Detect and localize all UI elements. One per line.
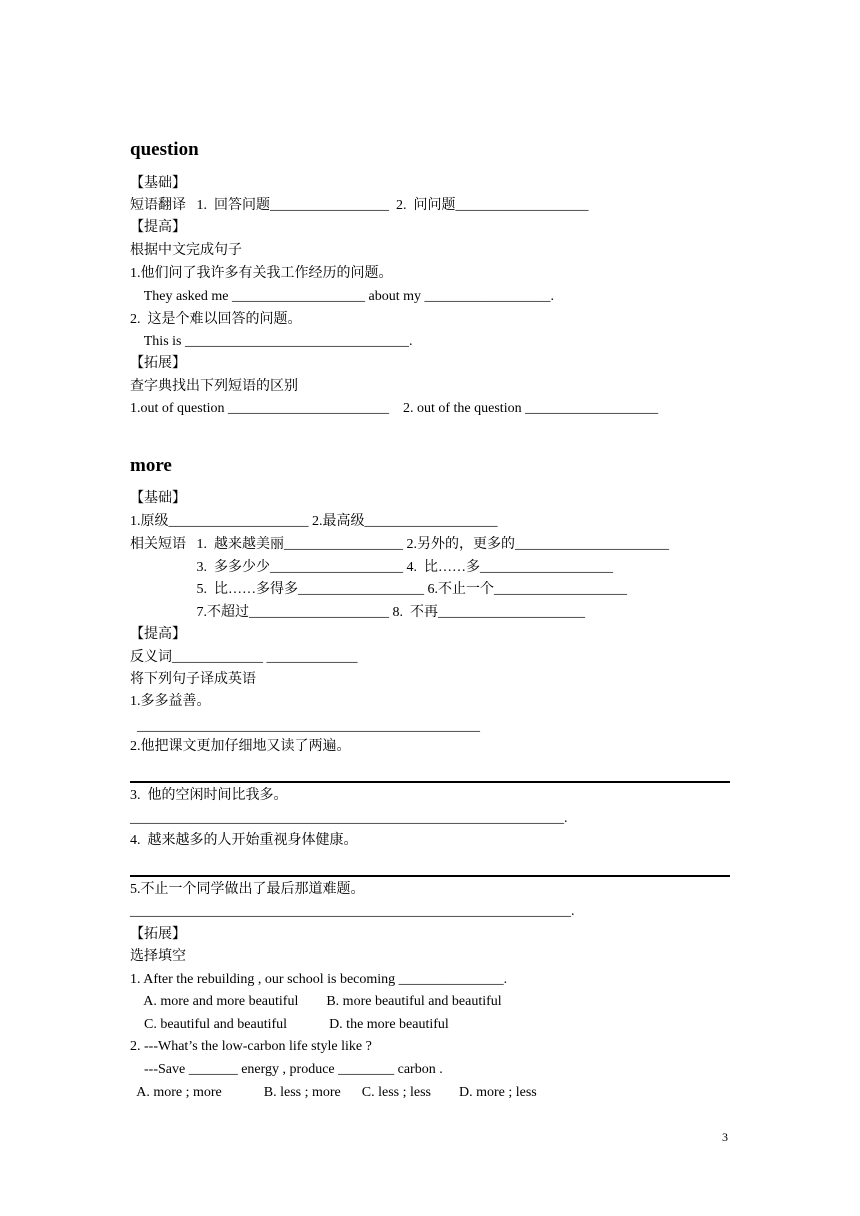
phrase-translation-line: 短语翻译 1. 回答问题_________________ 2. 问问题___________________	[130, 198, 589, 213]
related-phrases-line: 3. 多多少少___________________ 4. 比……多___________________	[130, 560, 613, 575]
answer-rule	[130, 781, 730, 783]
instruction-line: 选择填空	[130, 949, 186, 964]
answer-line: ______________________________________________________________.	[130, 811, 568, 826]
choice-question: ---Save _______ energy , produce ________ carbon .	[130, 1062, 443, 1077]
answer-line: This is ________________________________.	[130, 334, 413, 349]
instruction-line: 查字典找出下列短语的区别	[130, 379, 298, 394]
question-item: 3. 他的空闲时间比我多。	[130, 788, 288, 803]
label-extend: 【拓展】	[130, 927, 186, 942]
question-item: 1.他们问了我许多有关我工作经历的问题。	[130, 266, 393, 281]
phrase-difference-line: 1.out of question _______________________ 2. out of the question ___________________	[130, 401, 659, 416]
section-heading-question: question	[130, 139, 199, 160]
label-improve: 【提高】	[130, 627, 186, 642]
page-number: 3	[722, 1130, 728, 1144]
question-item: 4. 越来越多的人开始重视身体健康。	[130, 833, 358, 848]
answer-line: They asked me ___________________ about my __________________.	[130, 289, 554, 304]
question-item: 5.不止一个同学做出了最后那道难题。	[130, 882, 365, 897]
instruction-line: 根据中文完成句子	[130, 243, 242, 258]
related-phrases-line: 相关短语 1. 越来越美丽_________________ 2.另外的，更多的______________________	[130, 537, 669, 552]
section-heading-more: more	[130, 455, 172, 476]
label-basic: 【基础】	[130, 491, 186, 506]
label-improve: 【提高】	[130, 220, 186, 235]
choice-options: A. more ; more B. less ; more C. less ; less D. more ; less	[130, 1085, 537, 1100]
related-phrases-line: 5. 比……多得多__________________ 6.不止一个___________________	[130, 582, 627, 597]
answer-line: _______________________________________________________________.	[130, 904, 575, 919]
label-basic: 【基础】	[130, 176, 186, 191]
choice-question: 2. ---What’s the low-carbon life style like ?	[130, 1039, 372, 1054]
choice-question: 1. After the rebuilding , our school is becoming _______________.	[130, 972, 508, 987]
degree-forms-line: 1.原级____________________ 2.最高级___________________	[130, 514, 498, 529]
question-item: 2. 这是个难以回答的问题。	[130, 312, 302, 327]
choice-options: C. beautiful and beautiful D. the more beautiful	[130, 1017, 449, 1032]
answer-line: _________________________________________________	[130, 719, 480, 734]
related-phrases-line: 7.不超过____________________ 8. 不再_____________________	[130, 605, 585, 620]
label-extend: 【拓展】	[130, 356, 186, 371]
question-item: 1.多多益善。	[130, 694, 211, 709]
instruction-line: 将下列句子译成英语	[130, 672, 256, 687]
question-item: 2.他把课文更加仔细地又读了两遍。	[130, 739, 351, 754]
choice-options: A. more and more beautiful B. more beautiful and beautiful	[130, 994, 502, 1009]
antonym-line: 反义词_____________ _____________	[130, 650, 358, 665]
answer-rule	[130, 875, 730, 877]
